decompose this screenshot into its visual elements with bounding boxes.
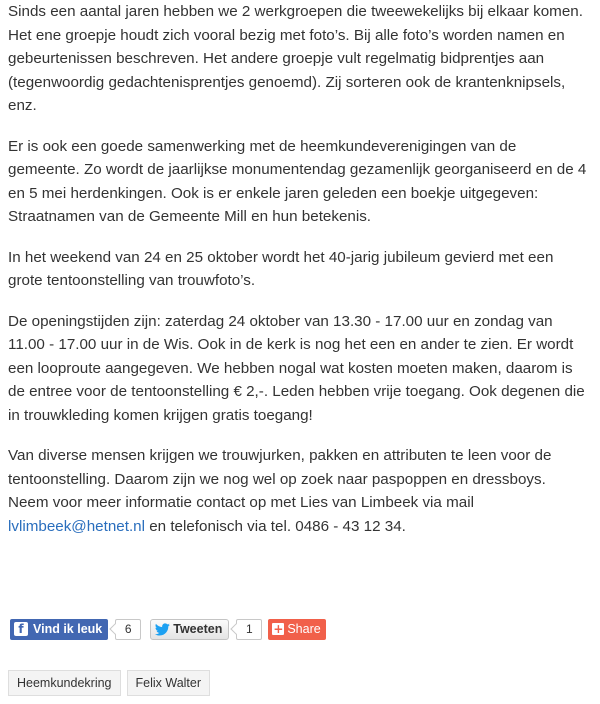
share-button[interactable]	[268, 619, 325, 640]
plus-icon: +	[273, 622, 284, 636]
email-link[interactable]: lvlimbeek@hetnet.nl	[8, 517, 145, 535]
paragraph-contact	[8, 491, 588, 538]
paragraph-jubileum: In het weekend van 24 en 25 oktober wordt het 40-jarig jubileum gevierd met een grote tentoonstelling van trouwfoto’s.	[8, 248, 554, 289]
facebook-like-button[interactable]	[10, 619, 108, 640]
phone-text: en telefonisch via tel. 0486 - 43 12 34.	[144, 517, 406, 535]
paragraph-trouwjurken: Van diverse mensen krijgen we trouwjurken, pakken en attributen te leen voor de tentoonstelling. Daarom zijn we nog wel op zoek naar paspoppen en dressboys.	[8, 447, 552, 488]
facebook-like-count: 6	[115, 619, 141, 640]
tag-felix-walter[interactable]: Felix Walter	[127, 670, 211, 696]
tag-heemkundekring[interactable]: Heemkundekring	[8, 670, 121, 696]
share-label: Share	[287, 622, 321, 636]
facebook-icon: f	[14, 622, 28, 636]
paragraph-openingstijden: De openingstijden zijn: zaterdag 24 oktober van 13.30 - 17.00 uur en zondag van 11.00 - 17.00 uur in de Wis. Ook in de kerk is nog het een en ander te zien. Er wordt een looproute aangegeven. We hebben nogal wat kosten moeten maken, daarom is de entree voor de tentoonstelling € 2,-. Leden hebben vrije toegang. Ook degenen die in trouwkleding komen krijgen gratis toegang!	[8, 312, 585, 424]
tag-list	[8, 670, 216, 696]
tweet-button[interactable]	[150, 619, 229, 640]
tweet-count: 1	[236, 619, 262, 640]
twitter-bird-icon	[155, 623, 170, 636]
contact-text: Neem voor meer informatie contact op met Lies van Limbeek via mail	[8, 494, 474, 511]
article-body	[8, 0, 588, 538]
paragraph-samenwerking: Er is ook een goede samenwerking met de heemkundeverenigingen van de gemeente. Zo wordt de jaarlijkse monumentendag gezamenlijk georganiseerd en de 4 en 5 mei herdenkingen. Ook is er enkele jaren geleden een boekje uitgegeven: Straatnamen van de Gemeente Mill en hun betekenis.	[8, 137, 587, 225]
tweet-label: Tweeten	[173, 622, 223, 636]
social-share-bar	[10, 618, 326, 640]
facebook-like-label: Vind ik leuk	[33, 622, 103, 636]
paragraph-werkgroepen: Sinds een aantal jaren hebben we 2 werkgroepen die tweewekelijks bij elkaar komen. Het ene groepje houdt zich vooral bezig met foto’s. Bij alle foto’s worden namen en gebeurtenissen beschreven. Het andere groepje vult regelmatig bidprentjes aan (tegenwoordig gedachtenisprentjes genoemd). Zij sorteren ook de krantenknipsels, enz.	[8, 3, 583, 114]
